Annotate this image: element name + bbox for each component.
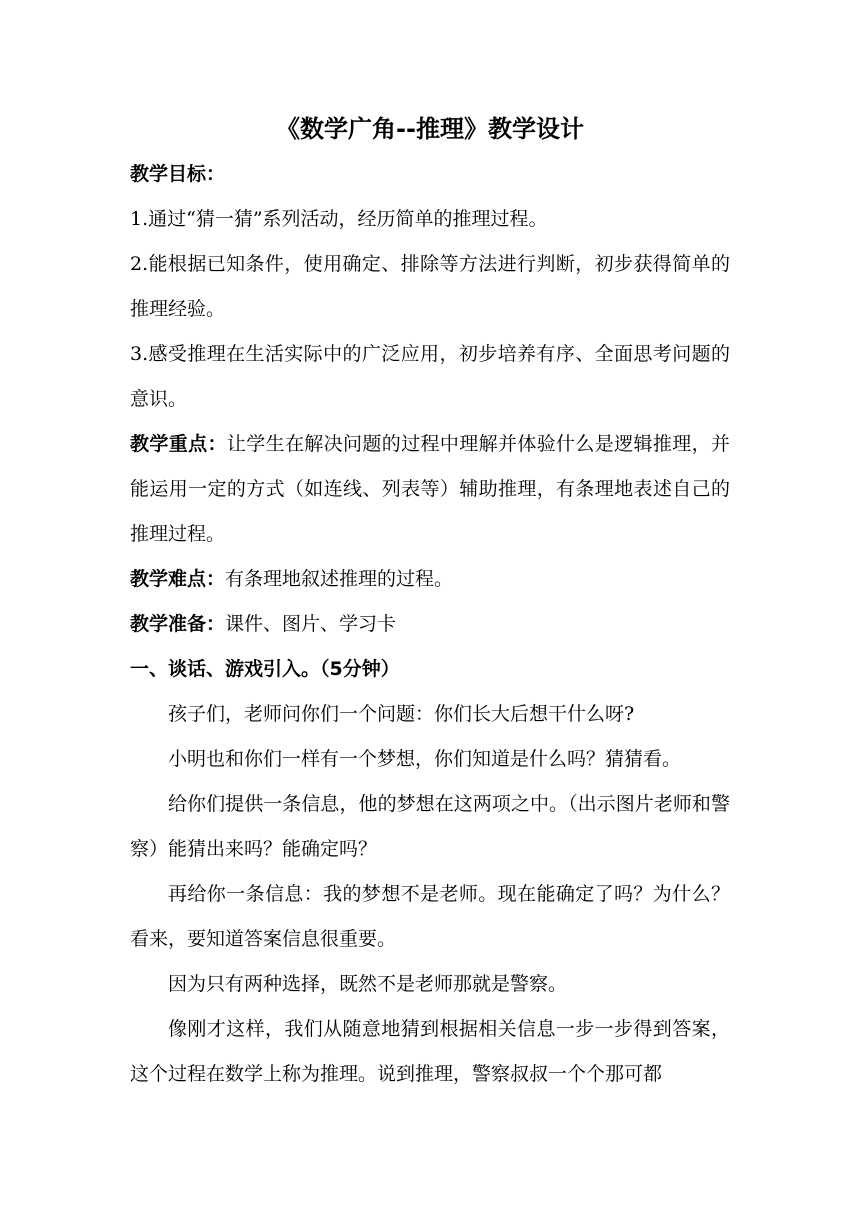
body-paragraph-5: 因为只有两种选择，既然不是老师那就是警察。	[168, 973, 568, 995]
body-paragraph-3: 给你们提供一条信息，他的梦想在这两项之中。（出示图片老师和警察）能猜出来吗？能确定吗？	[130, 793, 730, 860]
document-body	[130, 152, 730, 1097]
document-title: 《数学广角--推理》教学设计	[276, 115, 584, 143]
difficulty-paragraph	[130, 557, 730, 602]
body-paragraph-1: 孩子们，老师问你们一个问题：你们长大后想干什么呀?	[168, 703, 635, 725]
body-paragraph-2: 小明也和你们一样有一个梦想，你们知道是什么吗？猜猜看。	[168, 748, 682, 770]
difficulty-text: 有条理地叙述推理的过程。	[225, 568, 454, 590]
difficulty-label: 教学难点：	[130, 568, 226, 590]
body-paragraph-6: 像刚才这样，我们从随意地猜到根据相关信息一步一步得到答案，这个过程在数学上称为推理。说到推理，警察叔叔一个个那可都	[130, 1018, 730, 1085]
goals-heading: 教学目标：	[130, 163, 226, 185]
section-1-heading: 一、谈话、游戏引入。（5分钟）	[130, 658, 400, 680]
goal-item-3: 3.感受推理在生活实际中的广泛应用，初步培养有序、全面思考问题的意识。	[130, 343, 730, 410]
goal-item-2: 2.能根据已知条件，使用确定、排除等方法进行判断，初步获得简单的推理经验。	[130, 253, 730, 320]
key-point-text: 让学生在解决问题的过程中理解并体验什么是逻辑推理，并能运用一定的方式（如连线、列表等）辅助推理，有条理地表述自己的推理过程。	[130, 433, 730, 545]
body-paragraph-4: 再给你一条信息：我的梦想不是老师。现在能确定了吗？为什么？看来，要知道答案信息很重要。	[130, 883, 730, 950]
preparation-paragraph	[130, 602, 730, 647]
preparation-text: 课件、图片、学习卡	[225, 613, 397, 635]
key-point-label: 教学重点：	[130, 433, 227, 455]
goal-item-1: 1.通过“猜一猜”系列活动，经历简单的推理过程。	[130, 208, 548, 230]
preparation-label: 教学准备：	[130, 613, 226, 635]
key-point-paragraph	[130, 422, 730, 557]
